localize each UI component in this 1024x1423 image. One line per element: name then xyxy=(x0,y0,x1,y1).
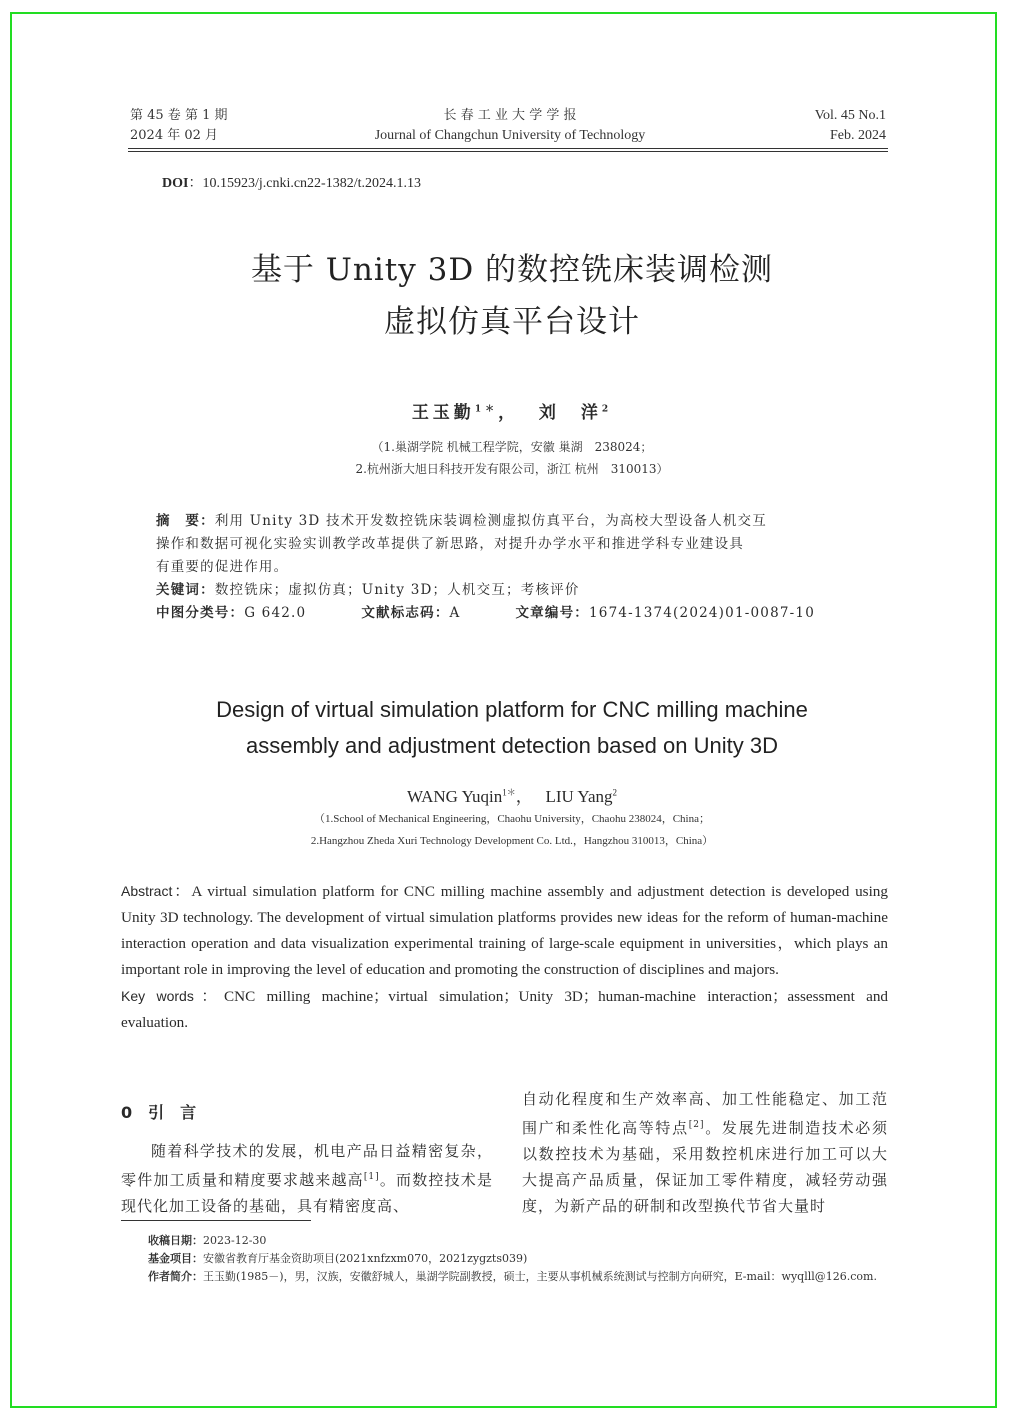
doc-code-value: A xyxy=(449,605,461,621)
footnote-author xyxy=(148,1268,888,1286)
header-rule-bottom xyxy=(128,151,888,152)
title-cn xyxy=(112,244,912,348)
abstract-cn xyxy=(156,510,876,625)
abstract-cn-line2: 操作和数据可视化实验实训教学改革提供了新思路，对提升办学水平和推进学科专业建设具 xyxy=(156,536,744,552)
header-month: Feb. 2024 xyxy=(830,128,886,143)
abstract-en-text: ：A virtual simulation platform for CNC milling machine assembly and adjustment detection is developed using Unity 3D technology. The development of virtual simulation platforms provides new ideas for the reform of human-machine interaction operation and data visualization experimental training of large-scale equipment in universities，which plays an important role in improving the level of education and promoting the construction of disciplines and majors. xyxy=(121,883,888,978)
abstract-cn-text1: 利用 Unity 3D 技术开发数控铣床装调检测虚拟仿真平台，为高校大型设备人机交互 xyxy=(214,513,767,529)
article-no-value: 1674-1374(2024)01-0087-10 xyxy=(588,605,815,621)
abstract-cn-label: 摘 要： xyxy=(156,513,215,529)
citation-2[interactable]: [2] xyxy=(688,1120,705,1130)
fund-label: 基金项目： xyxy=(148,1252,203,1265)
intro-right-text2: 。发展先进制造技术必须以数控技术为基础，采用数控机床进行加工可以大大提高产品质量，保证加工零件精度，减轻劳动强度，为新产品的研制和改型换代节省大量时 xyxy=(522,1119,888,1215)
title-en-line2: assembly and adjustment detection based on Unity 3D xyxy=(246,733,778,758)
title-en xyxy=(112,692,912,764)
citation-1[interactable]: [1] xyxy=(363,1172,380,1182)
author-2-cn: 刘 洋 xyxy=(538,403,602,423)
footnote-rule xyxy=(121,1220,311,1221)
abstract-en-label: Abstract xyxy=(121,883,173,899)
doi-value[interactable]: ：10.15923/j.cnki.cn22-1382/t.2024.1.13 xyxy=(188,176,421,191)
keywords-en-label: Key words xyxy=(121,988,194,1004)
keywords-en-value: ：CNC milling machine；virtual simulation；Unity 3D；human-machine interaction；assessment and evaluation. xyxy=(121,988,889,1031)
authors-cn xyxy=(112,398,912,423)
header-volume-en xyxy=(815,106,886,146)
author-2-sup: 2 xyxy=(601,404,613,415)
abstract-en xyxy=(121,878,888,1036)
clc-value: G 642.0 xyxy=(244,605,307,621)
footnotes xyxy=(148,1232,888,1286)
title-cn-line2: 虚拟仿真平台设计 xyxy=(384,304,640,340)
affiliation-1-cn: （1.巢湖学院 机械工程学院，安徽 巢湖 238024； xyxy=(371,440,653,454)
author-1-en-sup: 1＊ xyxy=(502,787,516,798)
footnote-fund xyxy=(148,1250,888,1268)
header-date: 2024 年 02 月 xyxy=(130,128,219,143)
affiliation-2-cn: 2.杭州浙大旭日科技开发有限公司，浙江 杭州 310013） xyxy=(355,462,669,476)
article-no-label: 文章编号： xyxy=(515,605,589,621)
journal-name-cn: 长 春 工 业 大 学 学 报 xyxy=(443,108,577,123)
header-rule-top xyxy=(128,148,888,149)
doi xyxy=(162,172,421,192)
intro-left-text1: 随着科学技术的发展，机电产品日益精密复杂，零件加工质量和精度要求越来越高 xyxy=(121,1142,493,1189)
journal-name-en: Journal of Changchun University of Technology xyxy=(374,128,646,143)
intro-right-text1: 自动化程度和生产效率高、加工性能稳定、加工范围广和柔性化高等特点 xyxy=(522,1090,888,1137)
keywords-cn-value: 数控铣床；虚拟仿真；Unity 3D；人机交互；考核评价 xyxy=(214,582,580,598)
author-1-sup: 1＊ xyxy=(474,404,499,415)
author-separator: ， xyxy=(498,403,520,423)
fund-text: 安徽省教育厅基金资助项目(2021xnfzxm070，2021zygzts039) xyxy=(203,1252,528,1265)
affiliation-1-en: （1.School of Mechanical Engineering，Chaohu University，Chaohu 238024，China； xyxy=(314,813,710,825)
authors-en xyxy=(112,782,912,807)
affiliations-en xyxy=(112,808,912,852)
header-volume-issue: 第 45 卷 第 1 期 xyxy=(130,108,228,123)
section-heading-intro: 0 引 言 xyxy=(121,1103,197,1122)
doi-label: DOI xyxy=(162,176,189,191)
received-label: 收稿日期： xyxy=(148,1234,203,1247)
abstract-cn-line3: 有重要的促进作用。 xyxy=(156,559,289,575)
intro-left-column xyxy=(121,1138,493,1219)
title-en-line1: Design of virtual simulation platform for CNC milling machine xyxy=(216,697,808,722)
keywords-cn-label: 关键词： xyxy=(156,582,215,598)
affiliations-cn xyxy=(112,436,912,480)
header-vol-no: Vol. 45 No.1 xyxy=(814,108,886,123)
intro-left-text2: 。而数控技术是现代化加工设备的基础，具有精密度高、 xyxy=(121,1171,493,1215)
abstract-cn-line1 xyxy=(156,510,876,533)
keywords-cn xyxy=(156,579,876,602)
author-2-en: LIU Yang xyxy=(545,787,613,806)
keywords-en xyxy=(121,983,888,1036)
received-date: 2023-12-30 xyxy=(203,1234,267,1247)
author-2-en-sup: 2 xyxy=(612,787,618,798)
header-volume xyxy=(130,106,227,146)
title-cn-line1: 基于 Unity 3D 的数控铣床装调检测 xyxy=(250,252,774,288)
abstract-en-paragraph xyxy=(121,878,888,983)
doc-code-label: 文献标志码： xyxy=(361,605,450,621)
author-en-separator: ， xyxy=(515,787,533,806)
intro-right-column xyxy=(522,1086,888,1219)
affiliation-2-en: 2.Hangzhou Zheda Xuri Technology Development Co. Ltd.，Hangzhou 310013，China） xyxy=(310,835,714,847)
classification-line xyxy=(156,602,876,625)
author-bio-label: 作者简介： xyxy=(148,1270,203,1283)
clc-label: 中图分类号： xyxy=(156,605,245,621)
author-1-cn: 王玉勤 xyxy=(411,403,475,423)
author-bio-text: 王玉勤(1985－)，男，汉族，安徽舒城人，巢湖学院副教授，硕士，主要从事机械系统测试与控制方向研究，E-mail：wyqlll@126.com. xyxy=(203,1270,877,1283)
header-journal xyxy=(330,106,690,146)
footnote-received xyxy=(148,1232,888,1250)
author-1-en: WANG Yuqin xyxy=(406,787,503,806)
